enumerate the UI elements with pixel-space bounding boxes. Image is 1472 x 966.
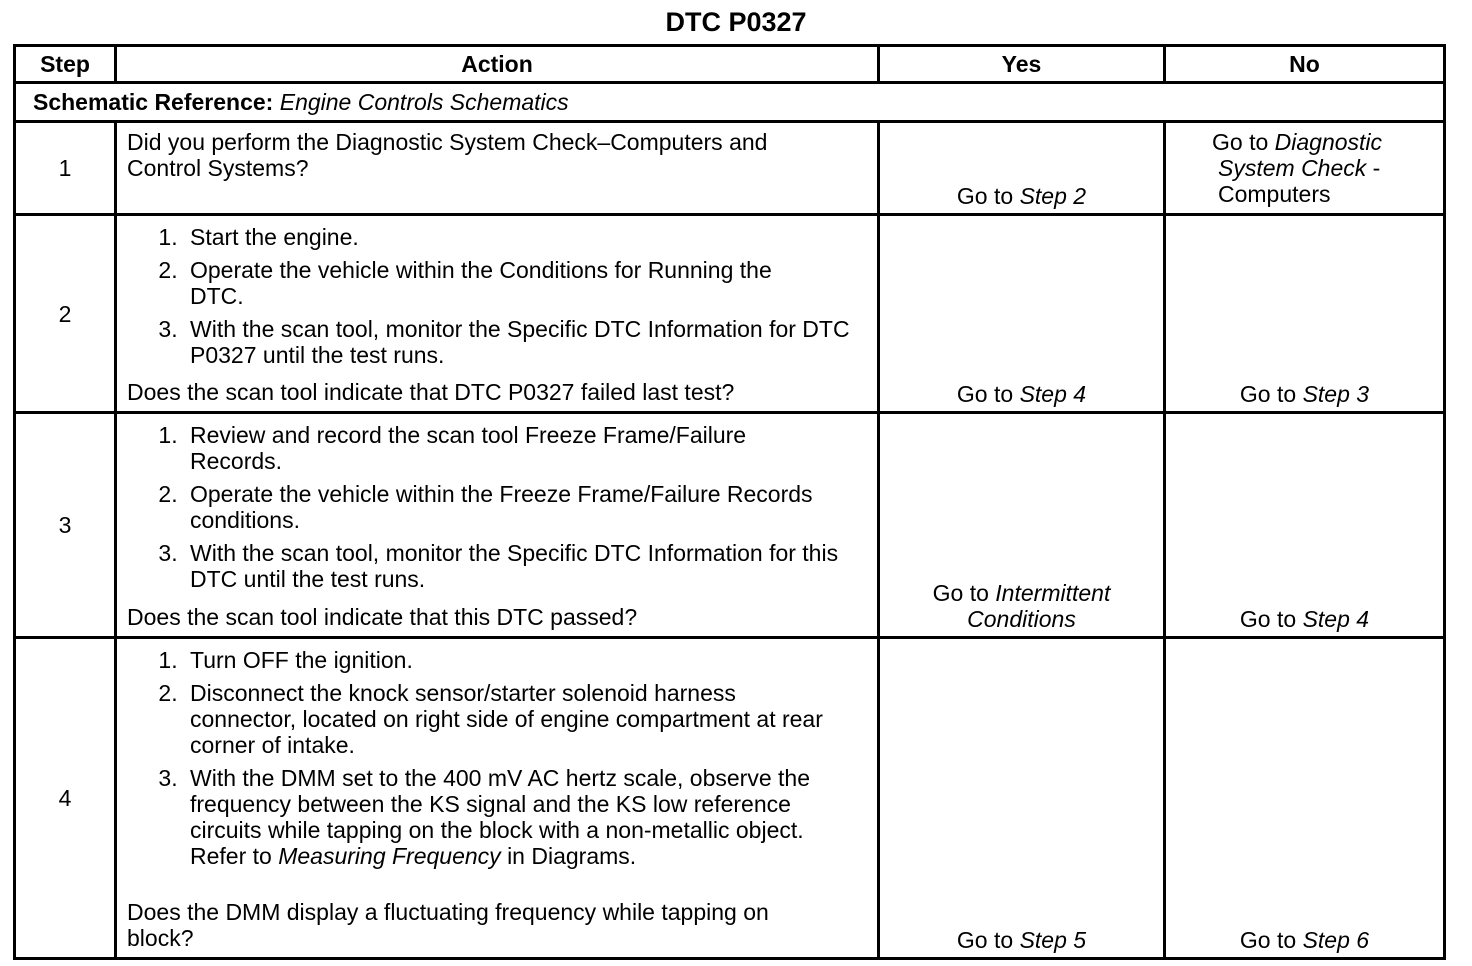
yes-prefix: Go to <box>956 927 1014 953</box>
action-step-text: With the DMM set to the 400 mV AC hertz scale, observe the frequency between the KS signal and the KS low reference circuits while tapping on the block with a non-metallic object. Refer to <box>190 765 810 869</box>
no-link[interactable]: Step 6 <box>1302 927 1370 953</box>
step-number: 3 <box>15 413 116 638</box>
header-no: No <box>1165 46 1445 83</box>
no-prefix: Go to <box>1239 927 1297 953</box>
header-action: Action <box>116 46 879 83</box>
action-question: Does the scan tool indicate that DTC P0327 failed last test? <box>127 379 735 405</box>
table-row <box>15 638 1445 959</box>
no-suffix: - <box>1372 155 1381 181</box>
action-step: 2. Operate the vehicle within the Conditions for Running the DTC. <box>184 257 869 309</box>
measuring-frequency-link[interactable]: Measuring Frequency <box>278 843 501 869</box>
action-step-text-end: in Diagrams. <box>507 843 637 869</box>
action-question: Does the DMM display a fluctuating frequency while tapping on block? <box>127 899 769 951</box>
no-prefix: Go to <box>1212 129 1269 155</box>
action-step: 2. Disconnect the knock sensor/starter solenoid harness connector, located on right side of engine compartment at rear corner of intake. <box>184 680 869 758</box>
no-cell <box>1165 638 1445 959</box>
table-row <box>15 413 1445 638</box>
yes-link[interactable]: Step 5 <box>1019 927 1087 953</box>
action-steps <box>127 647 869 876</box>
step-number: 4 <box>15 638 116 959</box>
header-row <box>15 46 1445 83</box>
action-step: 1. Review and record the scan tool Freeze Frame/Failure Records. <box>184 422 869 474</box>
no-link[interactable]: Step 4 <box>1302 606 1370 632</box>
yes-link[interactable]: Step 2 <box>1019 183 1087 209</box>
action-step: 1. Start the engine. <box>184 224 869 250</box>
yes-cell <box>879 638 1165 959</box>
no-link[interactable]: Step 3 <box>1302 381 1370 407</box>
yes-cell <box>879 122 1165 215</box>
action-cell <box>116 122 879 215</box>
action-cell <box>116 215 879 413</box>
schematic-reference-row <box>15 83 1445 122</box>
action-step: 3. With the scan tool, monitor the Specific DTC Information for this DTC until the test runs. <box>184 540 869 592</box>
no-cell <box>1165 413 1445 638</box>
yes-cell <box>879 215 1165 413</box>
yes-link-line1[interactable]: Intermittent <box>995 580 1111 606</box>
yes-link[interactable]: Step 4 <box>1019 381 1087 407</box>
header-yes: Yes <box>879 46 1165 83</box>
action-question: Does the scan tool indicate that this DTC passed? <box>127 604 638 630</box>
schematic-reference <box>15 83 1445 122</box>
header-step: Step <box>15 46 116 83</box>
yes-prefix: Go to <box>956 183 1014 209</box>
action-steps <box>127 422 869 599</box>
action-step <box>184 765 869 869</box>
schematic-link[interactable]: Engine Controls Schematics <box>279 89 569 115</box>
no-line3: Computers <box>1218 181 1331 207</box>
yes-cell <box>879 413 1165 638</box>
action-step: 2. Operate the vehicle within the Freeze Frame/Failure Records conditions. <box>184 481 869 533</box>
yes-prefix: Go to <box>956 381 1014 407</box>
action-cell <box>116 413 879 638</box>
diagnostic-table <box>13 44 1446 960</box>
action-text: Did you perform the Diagnostic System Check–Computers and Control Systems? <box>127 129 768 181</box>
table-row <box>15 122 1445 215</box>
no-link-line1[interactable]: Diagnostic <box>1274 129 1383 155</box>
no-prefix: Go to <box>1239 606 1297 632</box>
no-cell <box>1165 215 1445 413</box>
action-cell <box>116 638 879 959</box>
action-steps <box>127 224 869 375</box>
no-cell <box>1165 122 1445 215</box>
step-number: 2 <box>15 215 116 413</box>
no-prefix: Go to <box>1239 381 1297 407</box>
action-step: 3. With the scan tool, monitor the Specific DTC Information for DTC P0327 until the test runs. <box>184 316 869 368</box>
page-title: DTC P0327 <box>665 7 807 37</box>
table-row <box>15 215 1445 413</box>
no-link-line2[interactable]: System Check <box>1218 155 1367 181</box>
schematic-label: Schematic Reference: <box>33 89 274 115</box>
yes-prefix: Go to <box>932 580 989 606</box>
yes-link-line2[interactable]: Conditions <box>967 606 1076 632</box>
step-number: 1 <box>15 122 116 215</box>
action-step: 1. Turn OFF the ignition. <box>184 647 869 673</box>
